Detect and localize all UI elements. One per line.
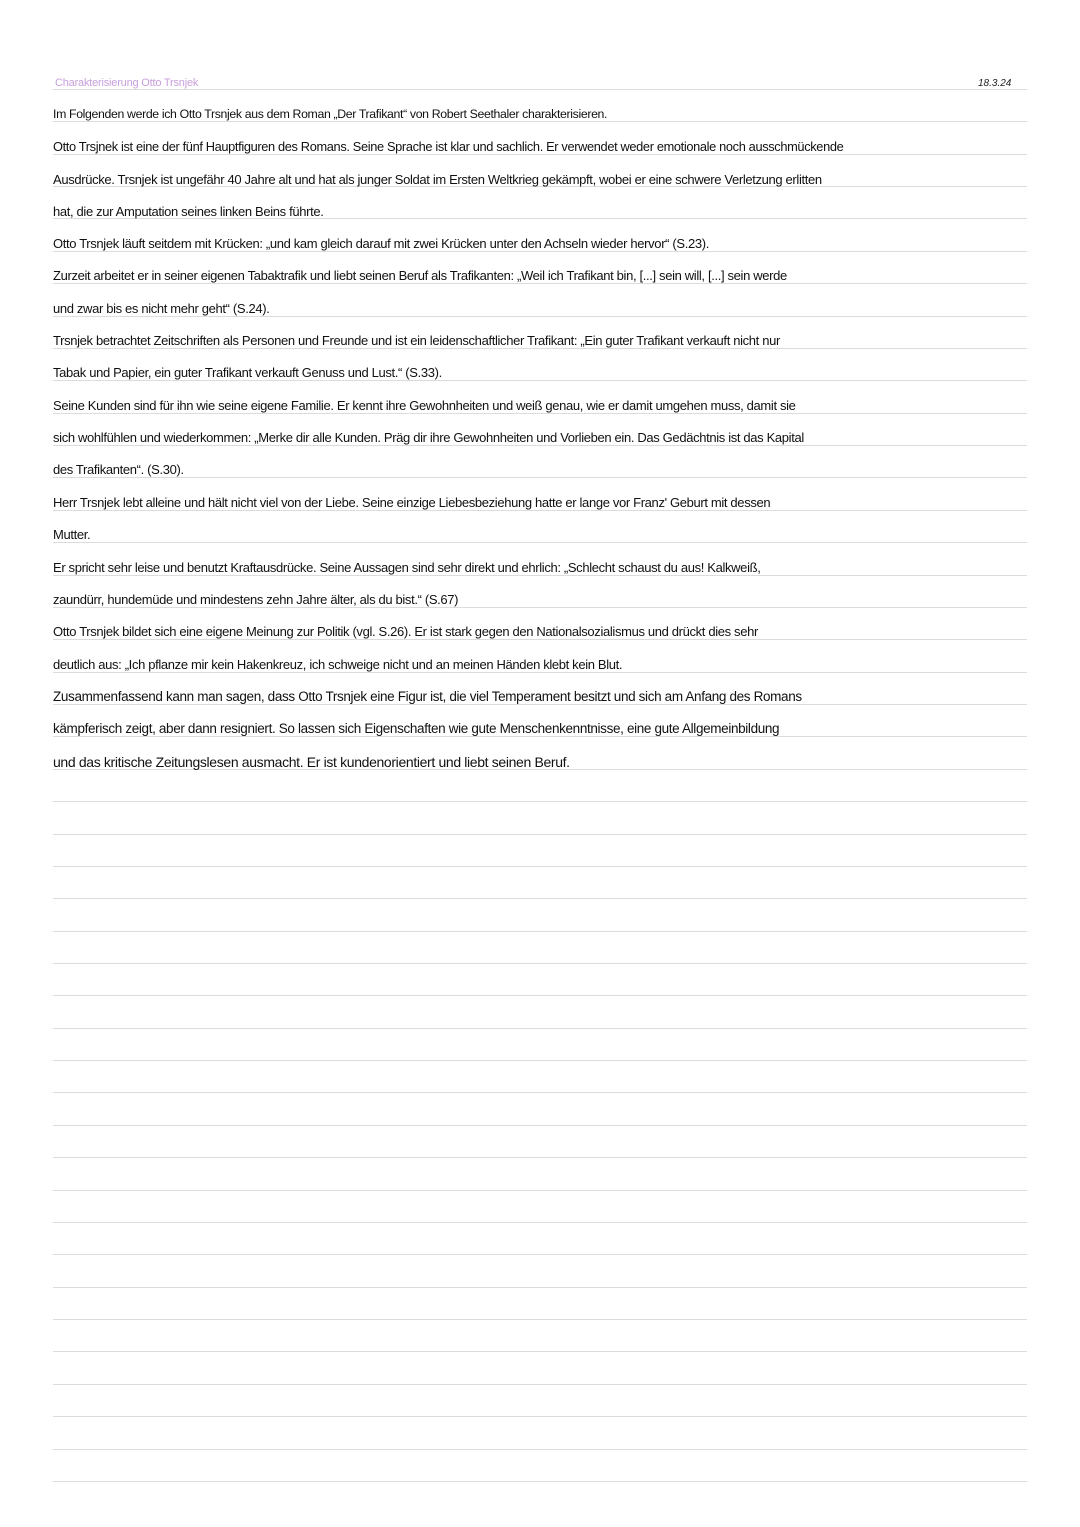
rule-line — [53, 898, 1027, 899]
rule-line — [53, 639, 1027, 640]
rule-line — [53, 963, 1027, 964]
rule-line — [53, 1190, 1027, 1191]
rule-line — [53, 1319, 1027, 1320]
text-line-2: Otto Trsjnek ist eine der fünf Hauptfiguren des Romans. Seine Sprache ist klar und sachlich. Er verwendet weder emotionale noch ausschmückende — [53, 139, 844, 154]
rule-line — [53, 348, 1027, 349]
rule-line — [53, 1481, 1027, 1482]
rule-line — [53, 283, 1027, 284]
rule-line — [53, 1416, 1027, 1417]
rule-line — [53, 995, 1027, 996]
text-line-11: sich wohlfühlen und wiederkommen: „Merke dir alle Kunden. Präg dir ihre Gewohnheiten und Vorlieben ein. Das Gedächtnis ist das Kapital — [53, 430, 804, 445]
text-line-19: Zusammenfassend kann man sagen, dass Otto Trsnjek eine Figur ist, die viel Temperament besitzt und sich am Anfang des Romans — [53, 689, 802, 704]
page-date: 18.3.24 — [978, 78, 1012, 89]
rule-line — [53, 1222, 1027, 1223]
text-line-13: Herr Trsnjek lebt alleine und hält nicht viel von der Liebe. Seine einzige Liebesbeziehung hatte er lange vor Franz' Geburt mit dessen — [53, 495, 771, 510]
rule-line — [53, 154, 1027, 155]
text-line-7: und zwar bis es nicht mehr geht“ (S.24). — [53, 301, 270, 316]
text-line-9: Tabak und Papier, ein guter Trafikant verkauft Genuss und Lust.“ (S.33). — [53, 365, 442, 380]
text-line-5: Otto Trsnjek läuft seitdem mit Krücken: „und kam gleich darauf mit zwei Krücken unter den Achseln wieder hervor“ (S.23). — [53, 236, 709, 251]
text-line-18: deutlich aus: „Ich pflanze mir kein Hakenkreuz, ich schweige nicht und an meinen Händen klebt kein Blut. — [53, 657, 623, 672]
rule-line — [53, 1060, 1027, 1061]
rule-line — [53, 1449, 1027, 1450]
rule-line — [53, 1287, 1027, 1288]
rule-line — [53, 413, 1027, 414]
rule-line — [53, 380, 1027, 381]
text-line-21: und das kritische Zeitungslesen ausmacht. Er ist kundenorientiert und liebt seinen Beruf. — [53, 754, 570, 770]
text-line-4: hat, die zur Amputation seines linken Beins führte. — [53, 204, 324, 219]
ruled-lines — [53, 89, 1027, 1489]
text-line-20: kämpferisch zeigt, aber dann resigniert. So lassen sich Eigenschaften wie gute Menschenkenntnisse, eine gute Allgemeinbildung — [53, 721, 780, 736]
rule-line — [53, 445, 1027, 446]
text-line-1: Im Folgenden werde ich Otto Trsnjek aus dem Roman „Der Trafikant“ von Robert Seethaler charakterisieren. — [53, 107, 608, 121]
rule-line — [53, 316, 1027, 317]
rule-line — [53, 736, 1027, 737]
rule-line — [53, 1384, 1027, 1385]
text-line-16: zaundürr, hundemüde und mindestens zehn Jahre älter, als du bist.“ (S.67) — [53, 592, 459, 607]
rule-line — [53, 866, 1027, 867]
rule-line — [53, 1351, 1027, 1352]
rule-line — [53, 477, 1027, 478]
rule-line — [53, 931, 1027, 932]
text-line-10: Seine Kunden sind für ihn wie seine eigene Familie. Er kennt ihre Gewohnheiten und weiß genau, wie er damit umgehen muss, damit sie — [53, 398, 796, 413]
rule-line — [53, 607, 1027, 608]
rule-line — [53, 121, 1027, 122]
rule-line — [53, 510, 1027, 511]
rule-line — [53, 251, 1027, 252]
rule-line — [53, 575, 1027, 576]
rule-line — [53, 1125, 1027, 1126]
rule-line — [53, 1157, 1027, 1158]
page-title: Charakterisierung Otto Trsnjek — [55, 77, 199, 89]
text-line-14: Mutter. — [53, 527, 91, 542]
text-line-6: Zurzeit arbeitet er in seiner eigenen Tabaktrafik und liebt seinen Beruf als Trafikanten: „Weil ich Trafikant bin, [...] sein will, [...] sein werde — [53, 268, 787, 283]
rule-line — [53, 672, 1027, 673]
rule-line — [53, 1092, 1027, 1093]
rule-line — [53, 704, 1027, 705]
text-line-15: Er spricht sehr leise und benutzt Kraftausdrücke. Seine Aussagen sind sehr direkt und ehrlich: „Schlecht schaust du aus! Kalkweiß, — [53, 560, 761, 575]
rule-line — [53, 801, 1027, 802]
rule-line — [53, 542, 1027, 543]
rule-line — [53, 1028, 1027, 1029]
rule-line — [53, 834, 1027, 835]
text-line-8: Trsnjek betrachtet Zeitschriften als Personen und Freunde und ist ein leidenschaftlicher Trafikant: „Ein guter Trafikant verkauft nicht nur — [53, 333, 780, 348]
text-line-3: Ausdrücke. Trsnjek ist ungefähr 40 Jahre alt und hat als junger Soldat im Ersten Weltkrieg gekämpft, wobei er eine schwere Verletzung erlitten — [53, 172, 822, 187]
text-line-17: Otto Trsnjek bildet sich eine eigene Meinung zur Politik (vgl. S.26). Er ist stark gegen den Nationalsozialismus und drückt dies sehr — [53, 624, 758, 639]
rule-line — [53, 89, 1027, 90]
text-line-12: des Trafikanten“. (S.30). — [53, 462, 184, 477]
rule-line — [53, 1254, 1027, 1255]
